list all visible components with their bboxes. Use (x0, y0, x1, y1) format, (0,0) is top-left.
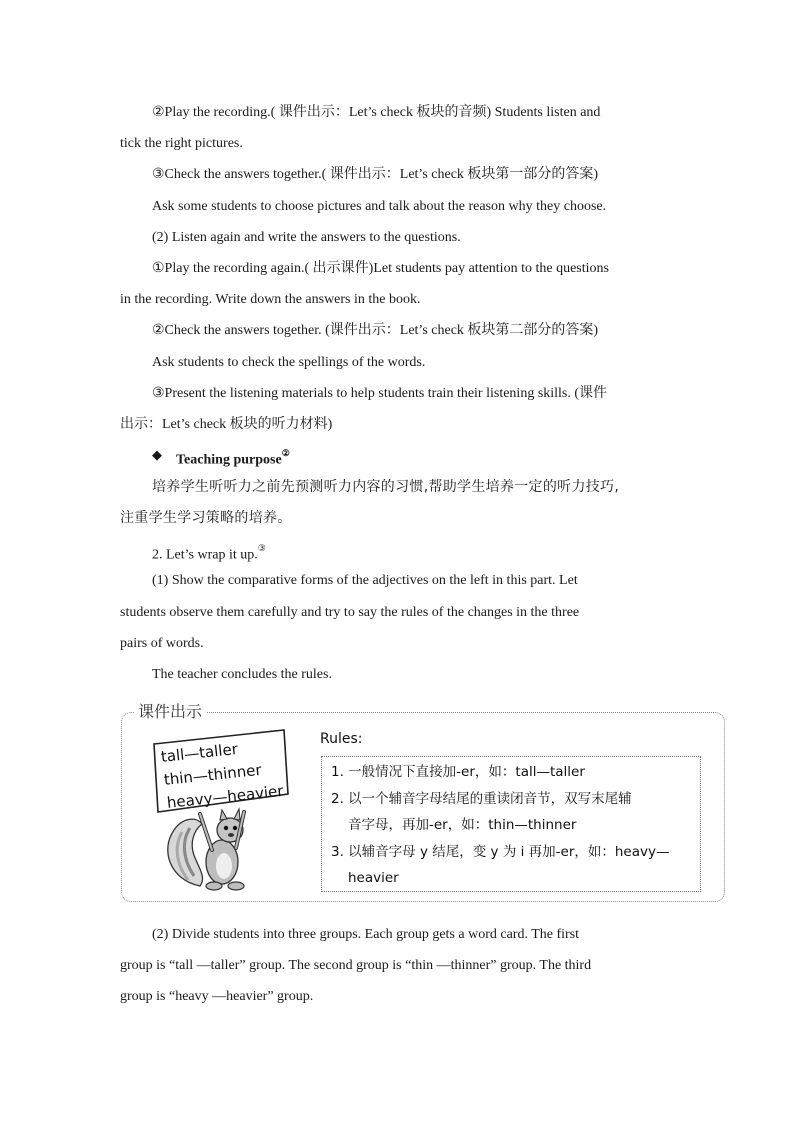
rule-2: 2. 以一个辅音字母结尾的重读闭音节，双写末尾辅 (331, 791, 632, 807)
sign-line-tall: tall—taller (160, 739, 239, 766)
section-heading-wrap-it-up (152, 541, 266, 565)
rule-1: 1. 一般情况下直接加-er，如：tall—taller (331, 764, 585, 780)
paragraph-show-comparative-cont-2: pairs of words. (120, 636, 204, 651)
paragraph-present-listening: ③Present the listening materials to help students train their listening skills. (课件 (152, 386, 608, 401)
diamond-bullet-icon: ◆ (152, 447, 162, 462)
sign-line-heavy: heavy—heavier (166, 781, 285, 812)
paragraph-check-answers-2: ②Check the answers together. (课件出示：Let’s check 板块第二部分的答案) (152, 323, 599, 338)
paragraph-play-recording-again: ①Play the recording again.( 出示课件)Let students pay attention to the questions (152, 261, 609, 276)
teaching-purpose-heading (176, 446, 290, 470)
paragraph-present-listening-cont: 出示：Let’s check 板块的听力材料) (120, 417, 333, 432)
rule-3: 3. 以辅音字母 y 结尾，变 y 为 i 再加-er，如：heavy— (331, 844, 670, 860)
rule-2-cont: 音字母，再加-er，如：thin—thinner (348, 817, 577, 833)
paragraph-play-recording-1: ②Play the recording.( 课件出示：Let’s check 板块的音频) Students listen and (152, 105, 601, 120)
paragraph-listen-again: (2) Listen again and write the answers to the questions. (152, 230, 461, 245)
paragraph-show-comparative: (1) Show the comparative forms of the adjectives on the left in this part. Let (152, 573, 578, 588)
teaching-purpose-line-2: 注重学生学习策略的培养。 (120, 510, 292, 526)
paragraph-check-answers-1: ③Check the answers together.( 课件出示：Let’s check 板块第一部分的答案) (152, 167, 599, 182)
paragraph-show-comparative-cont-1: students observe them carefully and try to say the rules of the changes in the three (120, 605, 580, 620)
rules-label: Rules: (320, 731, 363, 747)
teaching-purpose-line-1: 培养学生听听力之前先预测听力内容的习惯,帮助学生培养一定的听力技巧, (152, 479, 620, 495)
paragraph-teacher-concludes: The teacher concludes the rules. (152, 667, 332, 682)
paragraph-play-recording-again-cont: in the recording. Write down the answers in the book. (120, 292, 421, 307)
section-heading-text: 2. Let’s wrap it up. (152, 547, 258, 563)
sign-line-thin: thin—thinner (163, 760, 263, 789)
footnote-marker: ③ (257, 543, 266, 553)
rule-3-cont: heavier (348, 870, 399, 886)
courseware-tag: 课件出示 (134, 702, 206, 722)
paragraph-divide-students: (2) Divide students into three groups. Each group gets a word card. The first (152, 927, 580, 942)
paragraph-divide-students-cont-1: group is “tall —taller” group. The second group is “thin —thinner” group. The third (120, 958, 592, 973)
squirrel-illustration-icon (160, 800, 260, 896)
paragraph-ask-students-choose: Ask some students to choose pictures and talk about the reason why they choose. (152, 199, 607, 214)
paragraph-check-spellings: Ask students to check the spellings of the words. (152, 355, 426, 370)
paragraph-play-recording-1-cont: tick the right pictures. (120, 136, 243, 151)
footnote-marker: ② (281, 448, 290, 458)
paragraph-divide-students-cont-2: group is “heavy —heavier” group. (120, 989, 314, 1004)
teaching-purpose-title: Teaching purpose (176, 452, 282, 468)
